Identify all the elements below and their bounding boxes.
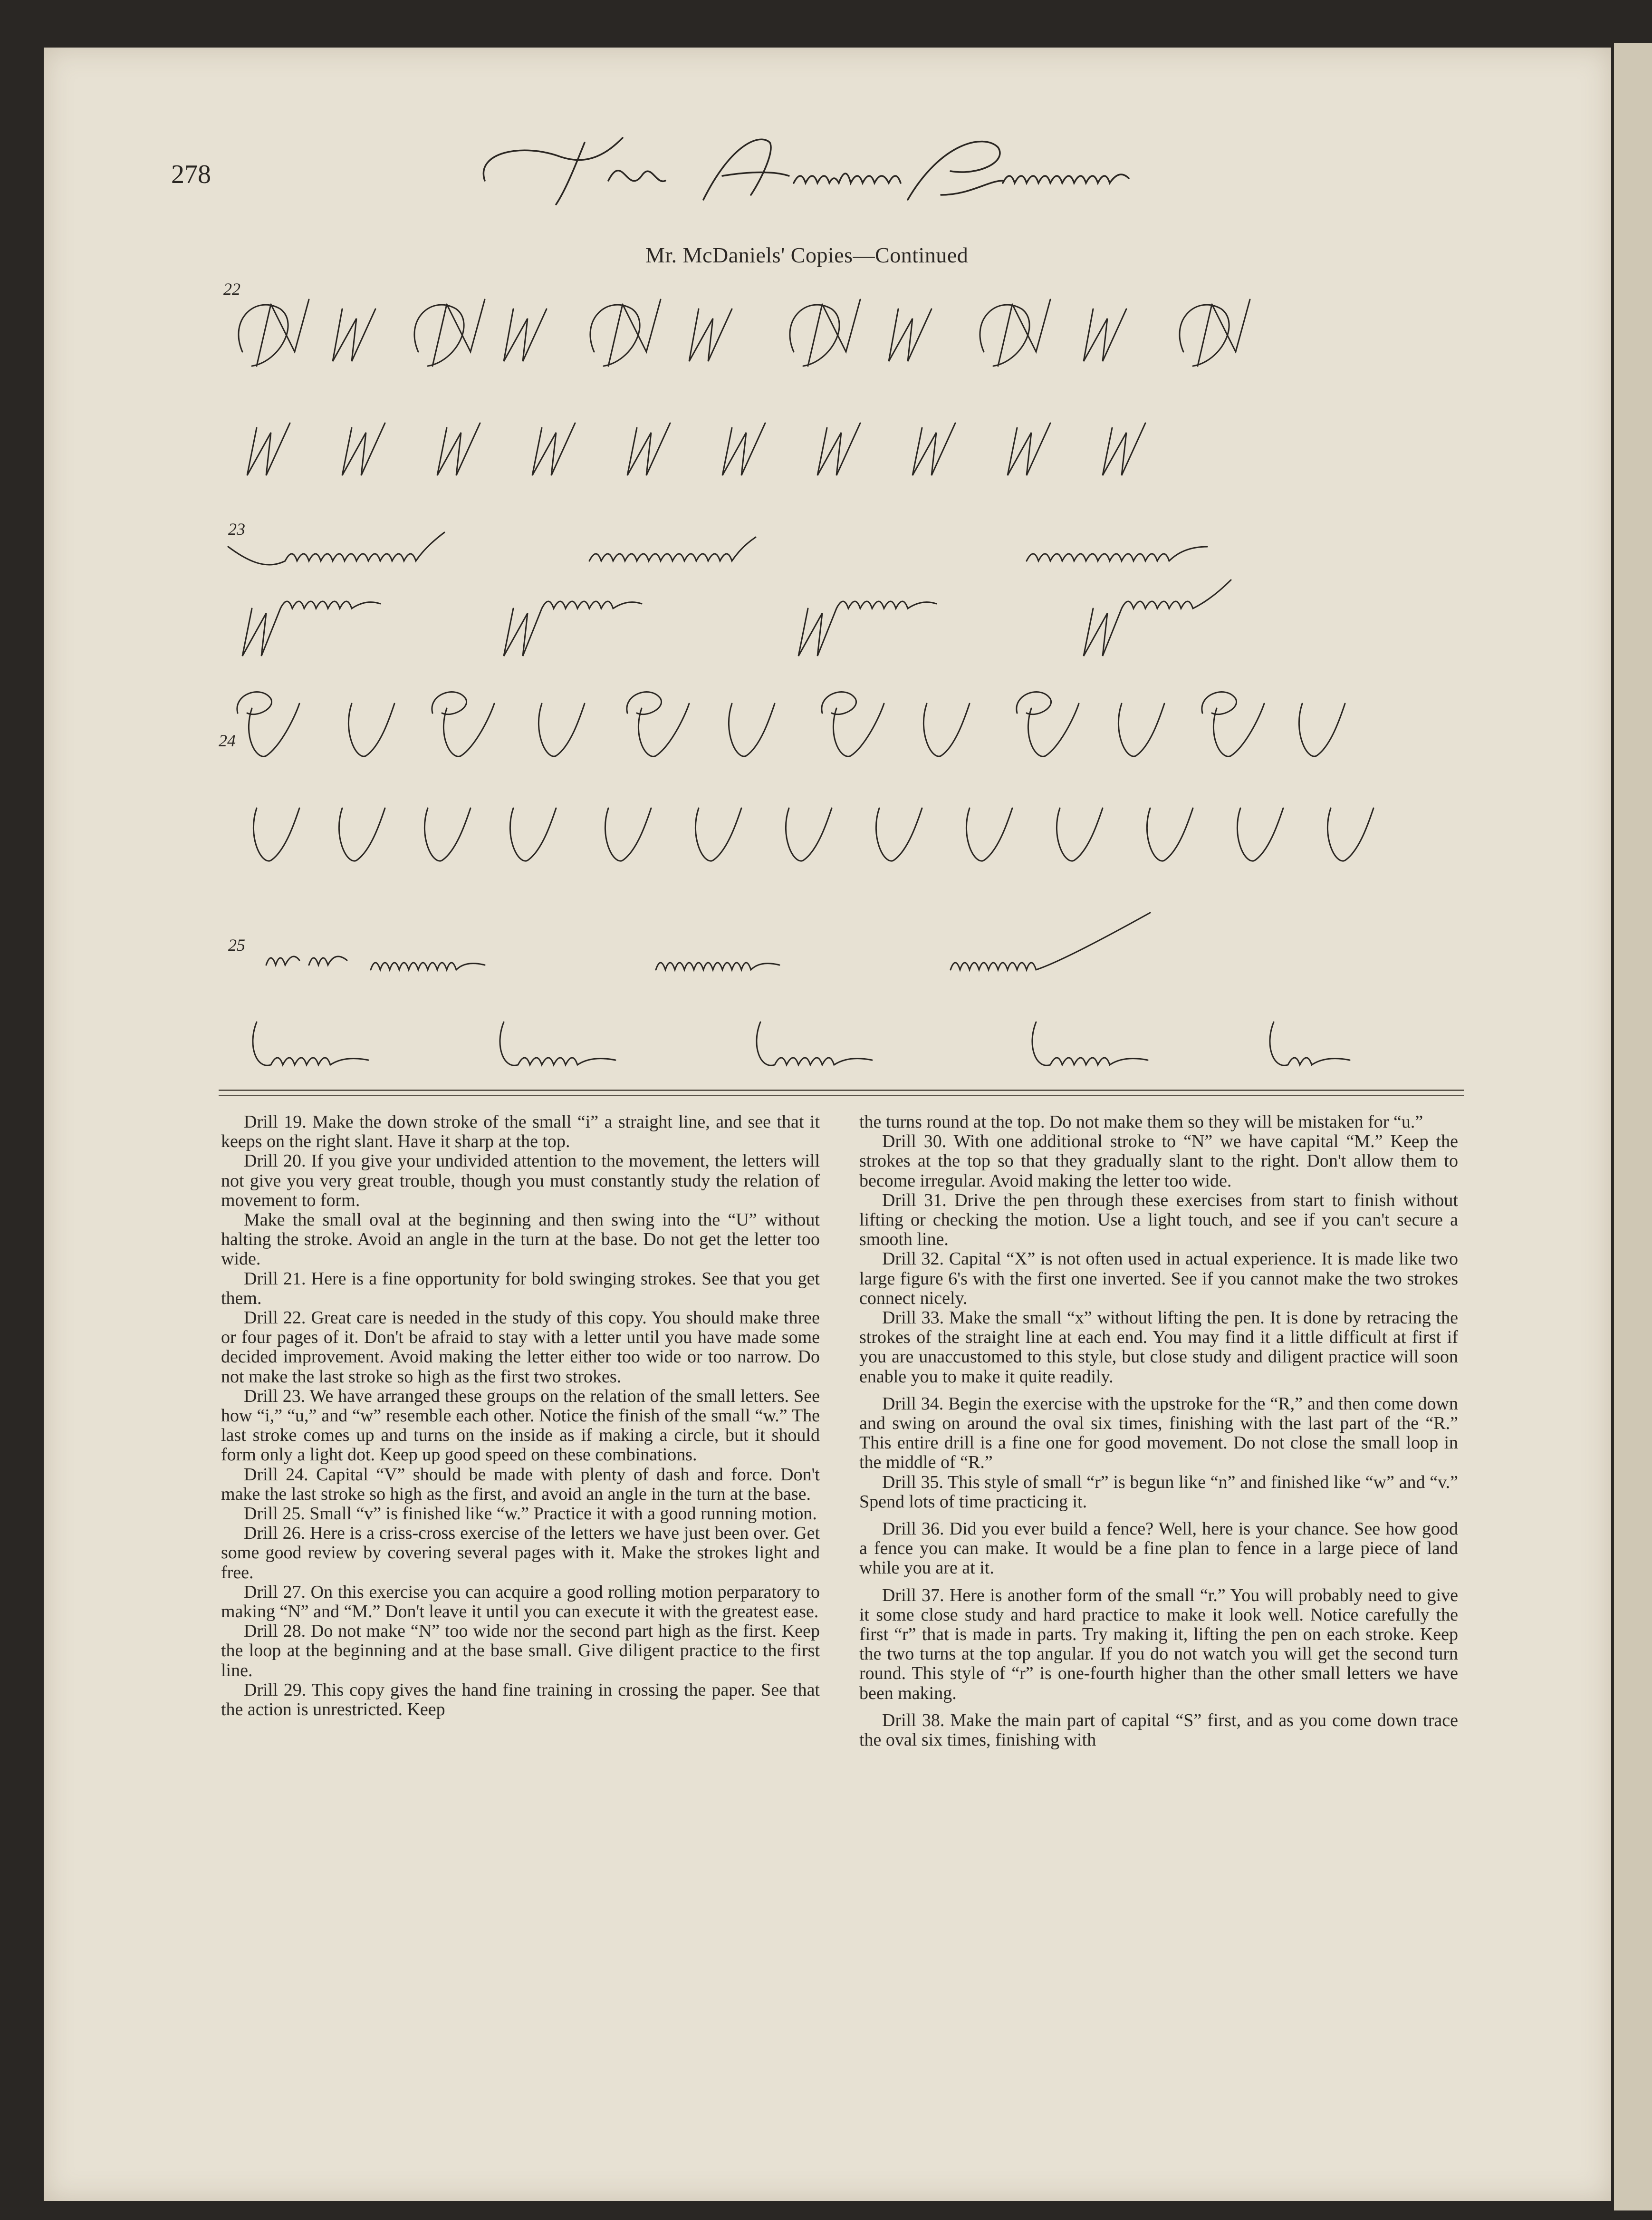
copy-number-25: 25	[228, 936, 245, 955]
paragraph-drill-32: Drill 32. Capital “X” is not often used in actual experience. It is made like two large figure 6's with the first one inverted. See if you cannot make the two strokes connect nicely.	[859, 1249, 1458, 1308]
copy-24-row-1	[237, 692, 1345, 757]
paragraph-drill-24: Drill 24. Capital “V” should be made with plenty of dash and force. Don't make the last stroke so high as the first, and avoid an angle in the turn at the base.	[221, 1464, 820, 1504]
paragraph-drill-35: Drill 35. This style of small “r” is begun like “n” and finished like “w” and “v.” Spend lots of time practicing it.	[859, 1472, 1458, 1512]
text-column-left	[221, 1112, 820, 1719]
paragraph-drill-23: Drill 23. We have arranged these groups on the relation of the small letters. See how “i,” “u,” and “w” resemble each other. Notice the finish of the small “w.” The last stroke comes up and turns on the inside as if making a circle, but it should form only a light dot. Keep up good speed on these combinations.	[221, 1386, 820, 1465]
paragraph-drill-25: Drill 25. Small “v” is finished like “w.” Practice it with a good running motion.	[244, 1504, 817, 1524]
paragraph-drill-29: Drill 29. This copy gives the hand fine training in crossing the paper. See that the action is unrestricted. Keep	[221, 1679, 820, 1720]
penmanship-copies-illustration	[200, 266, 1483, 1093]
copy-22-row-1	[239, 299, 1250, 366]
adjacent-page-edge	[1614, 43, 1652, 2210]
section-divider-thin	[219, 1095, 1464, 1096]
paragraph-drill-20-continued: Make the small oval at the beginning and then swing into the “U” without halting the stroke. Avoid an angle in the turn at the base. Do not get the letter too wide.	[221, 1210, 820, 1269]
copy-23-row-1	[228, 532, 1207, 565]
paragraph-drill-19: Drill 19. Make the down stroke of the small “i” a straight line, and see that it keeps on the right slant. Have it sharp at the top.	[221, 1112, 820, 1152]
copy-25-row-2	[253, 1022, 1350, 1065]
section-divider	[219, 1090, 1464, 1091]
copy-number-23: 23	[228, 520, 245, 539]
copy-22-row-2	[247, 423, 1145, 475]
copy-23-row-2	[242, 580, 1231, 656]
paragraph-drill-21: Drill 21. Here is a fine opportunity for bold swinging strokes. See that you get them.	[221, 1268, 820, 1308]
copy-24-row-2	[253, 808, 1373, 861]
paragraph-drill-29-continued: the turns round at the top. Do not make them so they will be mistaken for “u.”	[859, 1112, 1423, 1132]
page-number: 278	[171, 160, 211, 189]
copy-number-22: 22	[223, 280, 240, 299]
paragraph-drill-36: Drill 36. Did you ever build a fence? Well, here is your chance. See how good a fence you can make. It would be a fine plan to fence in a large piece of land while you are at it.	[859, 1519, 1458, 1578]
paragraph-drill-27: Drill 27. On this exercise you can acquire a good rolling motion perparatory to making “N” and “M.” Don't leave it until you can execute it with the greatest ease.	[221, 1582, 820, 1622]
paragraph-drill-31: Drill 31. Drive the pen through these exercises from start to finish without lifting or checking the motion. Use a light touch, and see if you can't secure a smooth line.	[859, 1190, 1458, 1250]
masthead-logo	[466, 124, 1226, 214]
paragraph-drill-28: Drill 28. Do not make “N” too wide nor the second part high as the first. Keep the loop at the beginning and at the base small. Give diligent practice to the first line.	[221, 1621, 820, 1680]
paragraph-drill-30: Drill 30. With one additional stroke to “N” we have capital “M.” Keep the strokes at the top so that they gradually slant to the right. Don't allow them to become irregular. Avoid making the letter too wide.	[859, 1131, 1458, 1191]
paragraph-drill-38: Drill 38. Make the main part of capital “S” first, and as you come down trace the oval six times, finishing with	[859, 1710, 1458, 1750]
paragraph-drill-33: Drill 33. Make the small “x” without lifting the pen. It is done by retracing the strokes of the straight line at each end. You may find it a little difficult at first if you are unaccustomed to this style, but close study and diligent practice will soon enable you to make it quite readily.	[859, 1308, 1458, 1387]
paragraph-drill-20: Drill 20. If you give your undivided attention to the movement, the letters will not give you very great trouble, though you must constantly study the relation of movement to form.	[221, 1151, 820, 1210]
copy-number-24: 24	[219, 731, 236, 750]
paragraph-drill-37: Drill 37. Here is another form of the small “r.” You will probably need to give it some close study and hard practice to make it look well. Notice carefully the first “r” that is made in parts. Try making it, lifting the pen on each stroke. Keep the two turns at the top angular. If you do not watch you will get the second turn round. This style of “r” is one-fourth higher than the other small letters we have been making.	[859, 1585, 1458, 1703]
paragraph-drill-26: Drill 26. Here is a criss-cross exercise of the letters we have just been over. Get some good review by covering several pages with it. Make the strokes light and free.	[221, 1523, 820, 1583]
text-column-right	[859, 1112, 1458, 1750]
copy-25-row-1	[266, 913, 1150, 970]
section-subtitle: Mr. McDaniels' Copies—Continued	[645, 243, 969, 267]
paragraph-drill-22: Drill 22. Great care is needed in the study of this copy. You should make three or four pages of it. Don't be afraid to stay with a letter until you have made some decided improvement. Avoid making the letter either too wide or too narrow. Do not make the last stroke so high as the first two strokes.	[221, 1308, 820, 1387]
paragraph-drill-34: Drill 34. Begin the exercise with the upstroke for the “R,” and then come down and swing on around the oval six times, finishing with the last part of the “R.” This entire drill is a fine one for good movement. Do not close the small loop in the middle of “R.”	[859, 1393, 1458, 1473]
